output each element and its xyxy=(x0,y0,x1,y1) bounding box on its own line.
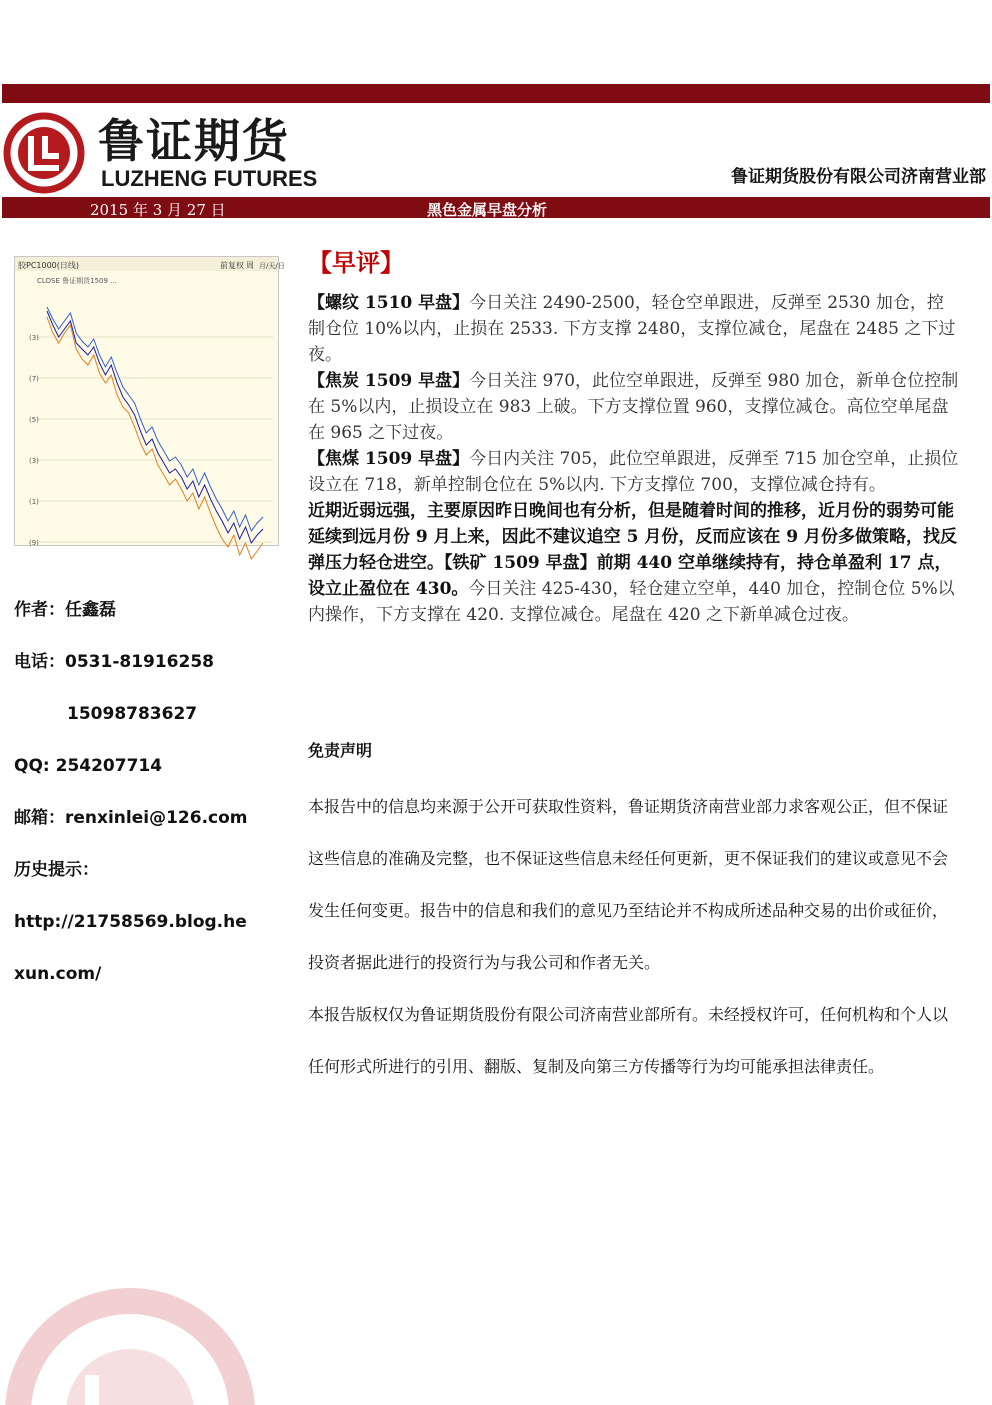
disclaimer-paragraph-1: 本报告中的信息均来源于公开可获取性资料，鲁证期货济南营业部力求客观公正，但不保证这些信息的准确及完整，也不保证这些信息未经任何更新，更不保证我们的建议或意见不会发生任何变更。报告中的信息和我们的意见乃至结论并不构成所述品种交易的出价或征价，投资者据此进行的投资行为与我公司和作者无关。 xyxy=(308,797,949,972)
disclaimer-heading: 免责声明 xyxy=(308,741,373,760)
author-mobile: 15098783627 xyxy=(67,704,198,724)
chart-grid xyxy=(37,337,273,542)
coke-tag: 【焦炭 1509 早盘】 xyxy=(308,371,470,391)
price-chart xyxy=(14,256,285,547)
chart-y-tick: (9) xyxy=(29,539,39,547)
report-title: 黑色金属早盘分析 xyxy=(427,201,548,219)
chart-y-ticks xyxy=(29,334,39,547)
chart-y-tick: (7) xyxy=(29,375,39,383)
chart-series-line xyxy=(47,311,263,543)
history-label: 历史提示： xyxy=(14,860,99,880)
commentary-section xyxy=(308,246,960,628)
author-phone: 电话：0531-81916258 xyxy=(14,652,214,672)
history-link-line2[interactable]: xun.com/ xyxy=(14,964,102,984)
header-sub-bar xyxy=(2,197,990,218)
report-date: 2015 年 3 月 27 日 xyxy=(90,201,226,219)
disclaimer-section xyxy=(308,738,960,1093)
chart-legend: CLOSE 鲁证期货1509 ... xyxy=(37,277,117,285)
coking-coal-tag: 【焦煤 1509 早盘】 xyxy=(308,449,470,469)
disclaimer-paragraph-2: 本报告版权仅为鲁证期货股份有限公司济南营业部所有。未经授权许可，任何机构和个人以任何形式所进行的引用、翻版、复制及向第三方传播等行为均可能承担法律责任。 xyxy=(308,1005,949,1076)
iron-ore-text: 今日关注 425-430，轻仓建立空单，440 加仓，控制仓位 5%以内操作，下方支撑在 420. 支撑位减仓。尾盘在 420 之下新单减仓过夜。 xyxy=(308,579,955,625)
coking-coal-text: 今日内关注 705，此位空单跟进，反弹至 715 加仓空单，止损位设立在 718，新单控制仓位在 5%以内. 下方支撑位 700，支撑位减仓持有。 xyxy=(308,449,959,495)
company-name: 鲁证期货股份有限公司济南营业部 xyxy=(731,167,986,187)
coke-paragraph xyxy=(308,368,960,446)
header-top-bar xyxy=(2,84,990,103)
rebar-paragraph xyxy=(308,290,960,368)
chart-series-line xyxy=(47,317,263,559)
coking-coal-paragraph xyxy=(308,446,960,498)
commentary-heading: 【早评】 xyxy=(308,248,404,277)
coke-text: 今日关注 970，此位空单跟进，反弹至 980 加仓，新单仓位控制在 5%以内，止损设立在 983 上破。下方支撑位置 960，支撑位减仓。高位空单尾盘在 965 之下过夜。 xyxy=(308,371,959,443)
chart-header-right-1[interactable]: 前复权 xyxy=(220,261,244,270)
author-sidebar xyxy=(14,592,284,1008)
chart-y-tick: (3) xyxy=(29,334,39,342)
chart-header-right-2[interactable]: 周 xyxy=(246,261,254,270)
chart-y-tick: (1) xyxy=(29,498,39,506)
author-email[interactable]: 邮箱：renxinlei@126.com xyxy=(14,808,248,828)
price-chart-svg xyxy=(15,257,285,547)
iron-ore-bold: 近期近弱远强，主要原因昨日晚间也有分析，但是随着时间的推移，近月份的弱势可能延续到远月份 9 月上来，因此不建议追空 5 月份，反而应该在 9 月份多做策略，找反弹压力轻仓进空。【铁矿 1509 早盘】前期 440 空单继续持有，持仓单盈利 17 点，设立止盈位在 430。 xyxy=(308,501,957,599)
logo-chinese-text: 鲁证期货 xyxy=(98,114,290,168)
rebar-tag: 【螺纹 1510 早盘】 xyxy=(308,293,470,313)
author-name: 作者：任鑫磊 xyxy=(14,600,116,620)
logo-watermark-icon xyxy=(12,1275,242,1405)
chart-lines xyxy=(47,307,263,559)
history-link-line1[interactable]: http://21758569.blog.he xyxy=(14,912,247,932)
rebar-text: 今日关注 2490-2500，轻仓空单跟进，反弹至 2530 加仓，控制仓位 10%以内，止损在 2533. 下方支撑 2480，支撑位减仓，尾盘在 2485 之下过夜。 xyxy=(308,293,956,365)
luzheng-logo-icon xyxy=(3,112,85,194)
chart-header-left: 胶PC1000(日线) xyxy=(18,261,80,270)
iron-ore-paragraph xyxy=(308,498,960,628)
chart-y-tick: (5) xyxy=(29,416,39,424)
chart-y-tick: (3) xyxy=(29,457,39,465)
author-qq: QQ: 254207714 xyxy=(14,756,163,776)
chart-header-right-3[interactable]: 月/天/日 xyxy=(259,262,285,270)
logo-english-text: LUZHENG FUTURES xyxy=(101,166,318,191)
